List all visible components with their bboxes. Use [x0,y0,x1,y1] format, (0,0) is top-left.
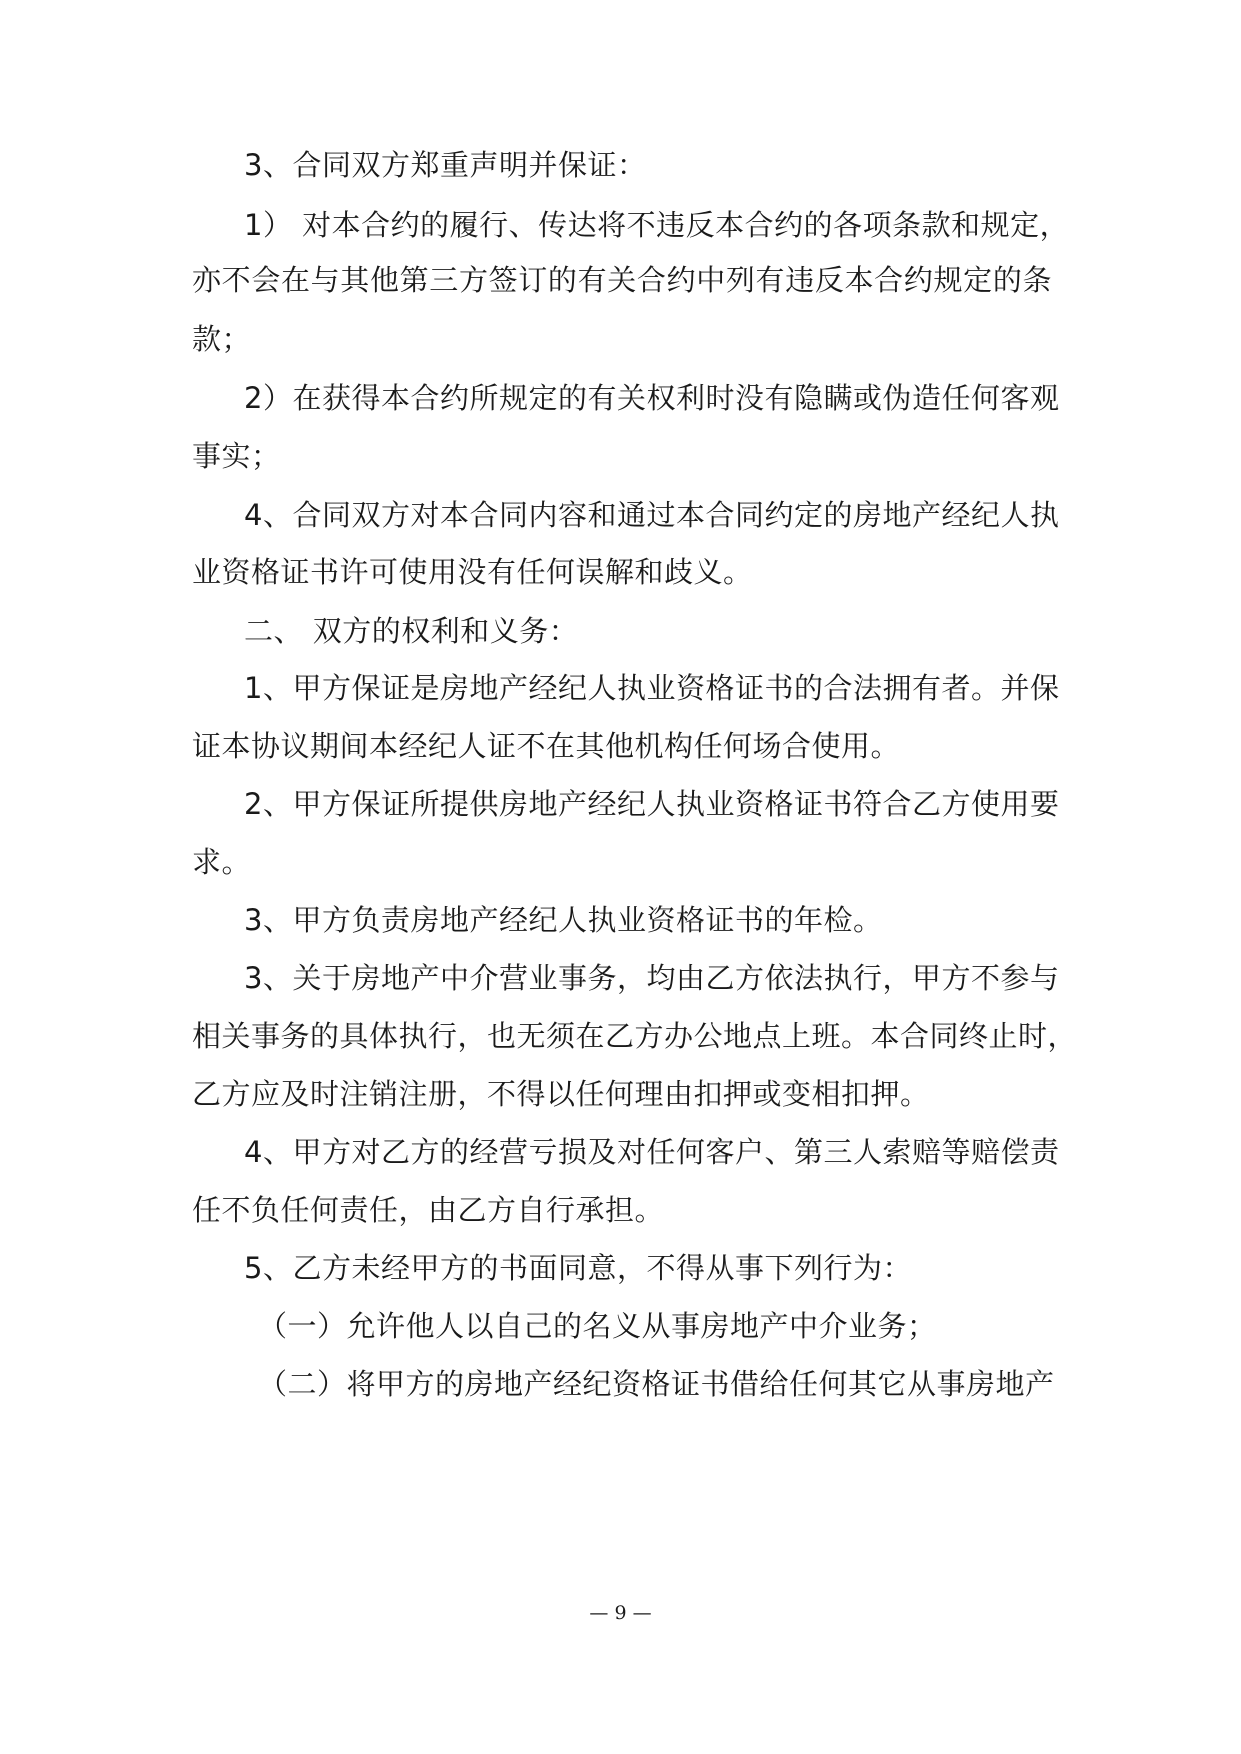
clause-4-line-1: 4、合同双方对本合同内容和通过本合同约定的房地产经纪人执 [244,498,1060,532]
clause-3-heading: 3、合同双方郑重声明并保证： [244,148,647,182]
rights-2-line-1: 2、甲方保证所提供房地产经纪人执业资格证书符合乙方使用要 [244,787,1060,821]
page-number: — 9 — [589,1602,652,1624]
rights-3b-line-1: 3、关于房地产中介营业事务，均由乙方依法执行，甲方不参与 [244,961,1060,995]
rights-5-item-2: （二）将甲方的房地产经纪资格证书借给任何其它从事房地产 [258,1367,1055,1401]
clause-3-item-2-line-2: 事实； [192,439,281,473]
rights-5-line-1: 5、乙方未经甲方的书面同意，不得从事下列行为： [244,1251,912,1285]
clause-3-item-2-line-1: 2）在获得本合约所规定的有关权利时没有隐瞒或伪造任何客观 [244,381,1060,415]
section-2-heading: 二、 双方的权利和义务： [244,614,579,648]
rights-3b-line-2: 相关事务的具体执行，也无须在乙方办公地点上班。本合同终止时， [192,1019,1078,1053]
rights-3b-line-3: 乙方应及时注销注册，不得以任何理由扣押或变相扣押。 [192,1077,930,1111]
clause-3-item-1-line-1: 1） 对本合约的履行、传达将不违反本合约的各项条款和规定， [244,208,1070,242]
rights-4-line-1: 4、甲方对乙方的经营亏损及对任何客户、第三人索赔等赔偿责 [244,1135,1060,1169]
rights-1-line-2: 证本协议期间本经纪人证不在其他机构任何场合使用。 [192,729,901,763]
clause-3-item-1-line-3: 款； [192,322,252,356]
rights-2-line-2: 求。 [192,845,252,879]
rights-4-line-2: 任不负任何责任，由乙方自行承担。 [192,1193,665,1227]
rights-5-item-1: （一）允许他人以自己的名义从事房地产中介业务； [258,1309,937,1343]
clause-3-item-1-line-2: 亦不会在与其他第三方签订的有关合约中列有违反本合约规定的条 [192,263,1052,297]
rights-3a-line-1: 3、甲方负责房地产经纪人执业资格证书的年检。 [244,903,883,937]
rights-1-line-1: 1、甲方保证是房地产经纪人执业资格证书的合法拥有者。并保 [244,671,1060,705]
clause-4-line-2: 业资格证书许可使用没有任何误解和歧义。 [192,555,753,589]
